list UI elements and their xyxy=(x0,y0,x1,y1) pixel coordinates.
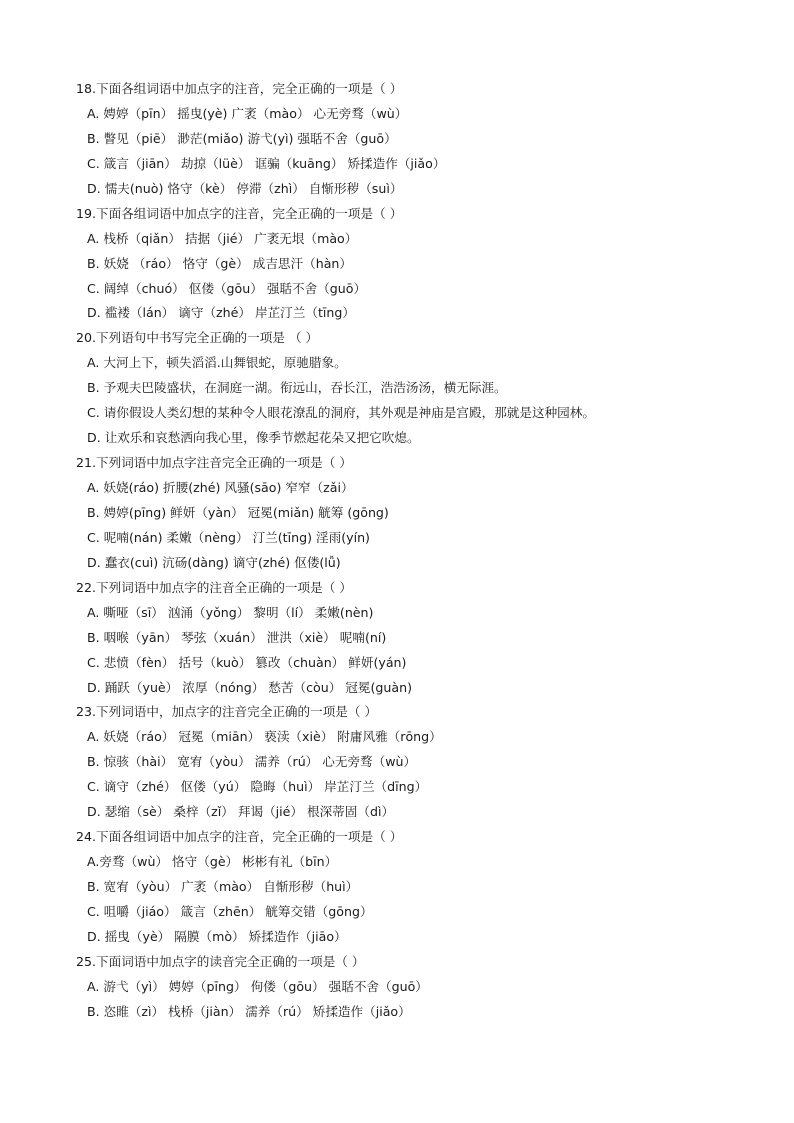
question-20-option-c: C. 请你假设人类幻想的某种令人眼花潦乱的洞府，其外观是神庙是宫殿，那就是这种园林。 xyxy=(87,405,595,421)
question-23-option-c: C. 谪守（zhé） 伛偻（yú） 隐晦（huì） 岸芷汀兰（dīng） xyxy=(87,779,428,795)
question-22-option-b: B. 咽喉（yān） 琴弦（xuán） 泄洪（xiè） 呢喃(ní) xyxy=(87,629,387,645)
question-23-option-b: B. 惊骇（hài） 宽宥（yòu） 濡养（rú） 心无旁骛（wù） xyxy=(87,754,417,770)
question-25-option-b: B. 恣睢（zì） 栈桥（jiàn） 濡养（rú） 矫揉造作（jiǎo） xyxy=(87,1003,411,1019)
question-23-option-d: D. 瑟缩（sè） 桑梓（zǐ） 拜谒（jié） 根深蒂固（dì） xyxy=(87,804,395,820)
question-22-option-d: D. 踊跃（yuè） 浓厚（nóng） 愁苦（còu） 冠冕(guàn) xyxy=(87,679,412,695)
question-22-option-c: C. 悲愤（fèn） 括号（kuò） 篡改（chuàn） 鲜妍(yán) xyxy=(87,654,407,670)
question-20-option-a: A. 大河上下，顿失滔滔.山舞银蛇，原驰腊象。 xyxy=(87,355,347,371)
question-19-option-d: D. 褴褛（lán） 谪守（zhé） 岸芷汀兰（tīng） xyxy=(87,305,355,321)
question-21-option-c: C. 呢喃(nán) 柔嫩（nèng） 汀兰(tīng) 淫雨(yín) xyxy=(87,529,370,545)
question-sheet xyxy=(0,77,794,1025)
question-20-stem: 20.下列语句中书写完全正确的一项是 （ ） xyxy=(76,330,319,346)
question-21-option-b: B. 娉婷(pīng) 鲜妍（yàn） 冠冕(miǎn) 觥筹 (gōng) xyxy=(87,504,389,520)
question-24-option-a: A.旁骛（wù） 恪守（gè） 彬彬有礼（bīn） xyxy=(87,854,338,870)
question-18-option-a: A. 娉婷（pīn） 摇曳(yè) 广袤（mào） 心无旁骛（wù） xyxy=(87,105,408,121)
question-21-stem: 21.下列词语中加点字注音完全正确的一项是（ ） xyxy=(76,455,352,471)
question-23-option-a: A. 妖娆（ráo） 冠冕（miān） 亵渎（xiè） 附庸风雅（rōng） xyxy=(87,729,442,745)
question-24-stem: 24.下面各组词语中加点字的注音，完全正确的一项是（ ） xyxy=(76,829,403,845)
question-24-option-d: D. 摇曳（yè） 隔膜（mò） 矫揉造作（jiāo） xyxy=(87,928,347,944)
question-24-option-b: B. 宽宥（yòu） 广袤（mào） 自惭形秽（huì） xyxy=(87,879,359,894)
question-22-option-a: A. 嘶哑（sī） 汹涌（yǒng） 黎明（lí） 柔嫩(nèn) xyxy=(87,604,374,620)
question-18-option-c: C. 箴言（jiān） 劫掠（lüè） 诓骗（kuāng） 矫揉造作（jiǎo） xyxy=(87,155,446,171)
question-18-stem: 18.下面各组词语中加点字的注音，完全正确的一项是（ ） xyxy=(76,81,403,96)
question-20-option-b: B. 予观夫巴陵盛状，在洞庭一湖。衔远山，吞长江，浩浩汤汤，横无际涯。 xyxy=(87,380,507,396)
question-19-option-c: C. 阔绰（chuó） 伛偻（gōu） 强聒不舍（guō） xyxy=(87,280,367,296)
question-23-stem: 23.下列词语中，加点字的注音完全正确的一项是（ ） xyxy=(76,704,378,720)
question-25-stem: 25.下面词语中加点字的读音完全正确的一项是（ ） xyxy=(76,953,365,969)
question-19-stem: 19.下面各组词语中加点字的注音，完全正确的一项是（ ） xyxy=(76,205,403,221)
question-21-option-a: A. 妖娆(ráo) 折腰(zhé) 风骚(sāo) 窄窄（zǎi） xyxy=(87,480,354,495)
question-19-option-b: B. 妖娆 （ráo） 恪守（gè） 成吉思汗（hàn） xyxy=(87,255,352,271)
question-24-option-c: C. 咀嚼（jiáo） 箴言（zhēn） 觥筹交错（gōng） xyxy=(87,903,373,919)
question-18-option-d: D. 懦夫(nuò) 恪守（kè） 停滞（zhì） 自惭形秽（suì） xyxy=(87,180,403,196)
question-19-option-a: A. 栈桥（qiǎn） 拮据（jié） 广袤无垠（mào） xyxy=(87,230,358,246)
question-20-option-d: D. 让欢乐和哀愁洒向我心里，像季节燃起花朵又把它吹熄。 xyxy=(87,430,420,446)
question-21-option-d: D. 蠢衣(cuì) 沆砀(dàng) 谪守(zhé) 伛偻(lǚ) xyxy=(87,554,341,570)
question-22-stem: 22.下列词语中加点字的注音全正确的一项是（ ） xyxy=(76,579,352,595)
question-25-option-a: A. 游弋（yì） 娉婷（pīng） 佝偻（gōu） 强聒不舍（guō） xyxy=(87,978,428,994)
question-18-option-b: B. 瞥见（piē） 渺茫(miǎo) 游弋(yì) 强聒不舍（guō） xyxy=(87,130,397,146)
